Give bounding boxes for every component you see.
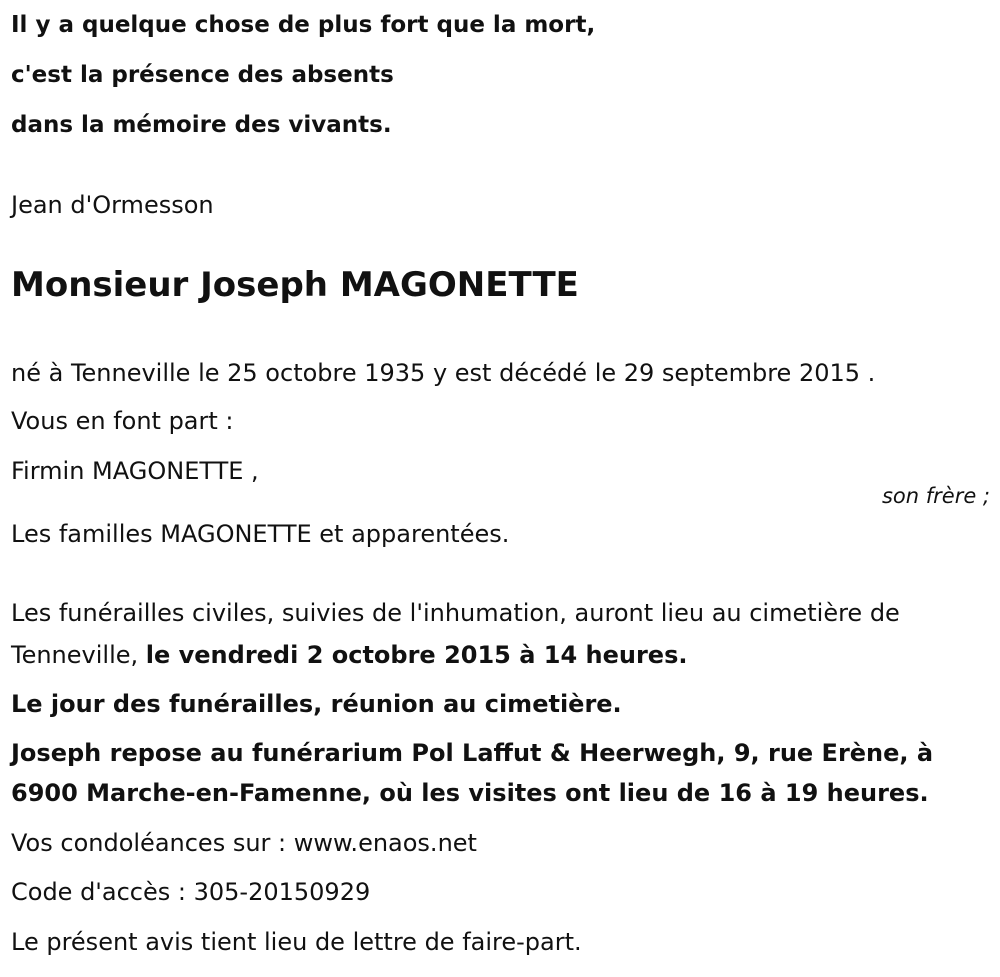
quote-line-3: dans la mémoire des vivants. [11, 112, 392, 138]
family-member-name: Firmin MAGONETTE , [11, 457, 259, 485]
condolences-line: Vos condoléances sur : www.enaos.net [11, 829, 477, 857]
funeral-date: le vendredi 2 octobre 2015 à 14 heures. [145, 641, 688, 669]
funeral-line-1: Les funérailles civiles, suivies de l'inhumation, auront lieu au cimetière de [11, 599, 900, 627]
access-code-line: Code d'accès : 305-20150929 [11, 878, 371, 906]
repose-line-1: Joseph repose au funérarium Pol Laffut & Heerwegh, 9, rue Erène, à [11, 739, 934, 767]
family-intro: Vous en font part : [11, 407, 234, 435]
deceased-name: Monsieur Joseph MAGONETTE [11, 265, 579, 305]
quote-author: Jean d'Ormesson [11, 191, 214, 219]
families-line: Les familles MAGONETTE et apparentées. [11, 520, 510, 548]
quote-line-1: Il y a quelque chose de plus fort que la mort, [11, 12, 596, 38]
funeral-line-2 [11, 640, 688, 670]
birth-death-info: né à Tenneville le 25 octobre 1935 y est décédé le 29 septembre 2015 . [11, 359, 876, 387]
notice-line: Le présent avis tient lieu de lettre de faire-part. [11, 928, 582, 956]
funeral-place: Tenneville, [11, 641, 146, 669]
funeral-meeting: Le jour des funérailles, réunion au cimetière. [11, 690, 622, 718]
repose-line-2: 6900 Marche-en-Famenne, où les visites ont lieu de 16 à 19 heures. [11, 779, 929, 807]
family-member-relation: son frère ; [881, 484, 990, 508]
quote-line-2: c'est la présence des absents [11, 62, 394, 88]
